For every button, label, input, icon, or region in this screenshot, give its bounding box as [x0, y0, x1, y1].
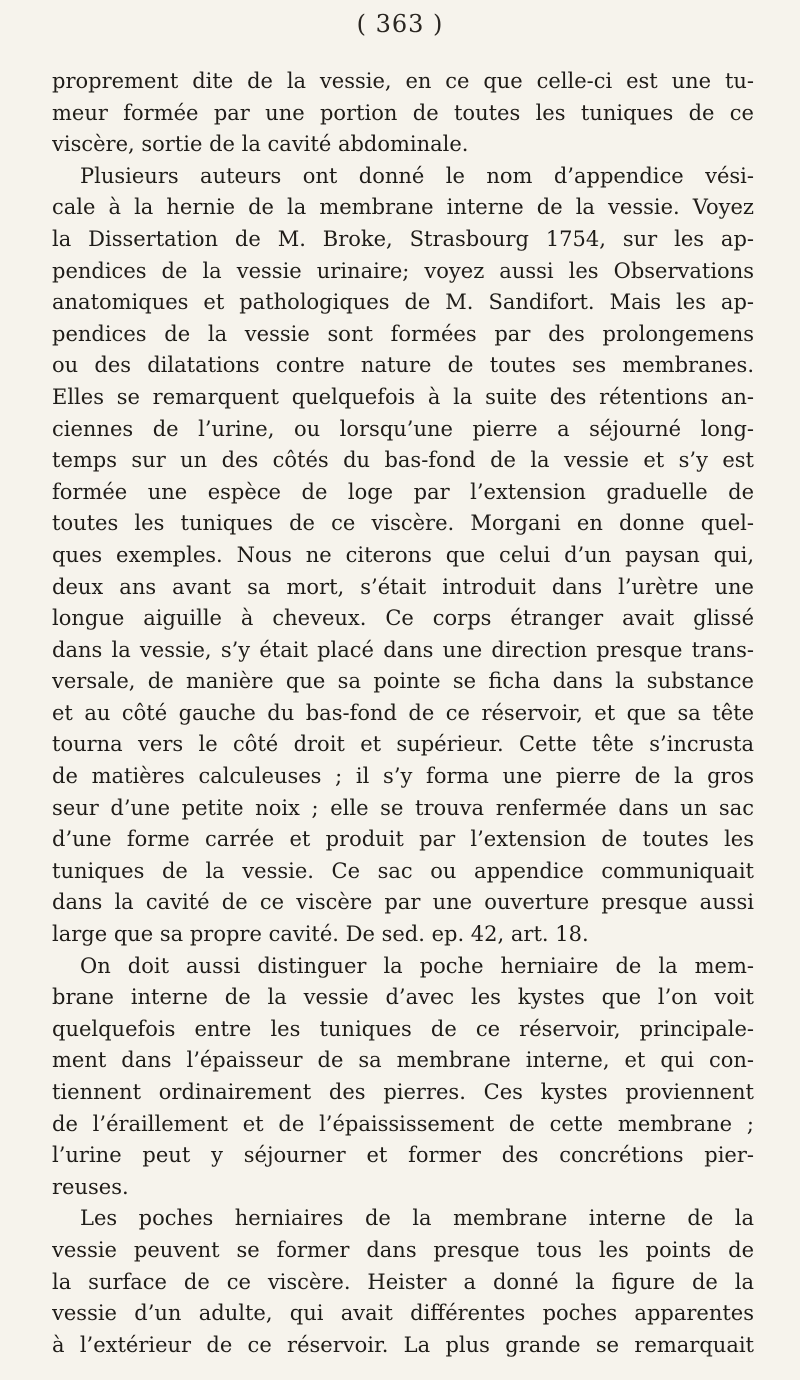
text-line: de matières calculeuses ; il s’y forma une pierre de la gros [52, 764, 754, 789]
text-line: temps sur un des côtés du bas-fond de la vessie et s’y est [52, 448, 754, 473]
text-line: anatomiques et pathologiques de M. Sandifort. Mais les ap- [52, 290, 754, 315]
text-line: tuniques de la vessie. Ce sac ou appendice communiquait [52, 858, 754, 883]
text-line: Les poches herniaires de la membrane interne de la [80, 1206, 754, 1231]
paragraph [52, 66, 754, 161]
text-line: formée une espèce de loge par l’extension graduelle de [52, 479, 754, 504]
text-line: versale, de manière que sa pointe se ficha dans la substance [52, 669, 754, 694]
text-line: cale à la hernie de la membrane interne de la vessie. Voyez [52, 195, 754, 220]
text-line: et au côté gauche du bas-fond de ce réservoir, et que sa tête [52, 700, 754, 725]
text-line: toutes les tuniques de ce viscère. Morgani en donne quel- [52, 511, 754, 536]
text-line: vessie d’un adulte, qui avait différentes poches apparentes [52, 1301, 754, 1326]
text-line: dans la cavité de ce viscère par une ouverture presque aussi [52, 890, 754, 915]
text-line: d’une forme carrée et produit par l’extension de toutes les [52, 827, 754, 852]
text-line: pendices de la vessie urinaire; voyez aussi les Observations [52, 258, 754, 283]
text-line: la surface de ce viscère. Heister a donné la figure de la [52, 1269, 754, 1294]
text-line: deux ans avant sa mort, s’était introduit dans l’urètre une [52, 574, 754, 599]
text-line: reuses. [52, 1174, 129, 1199]
text-line: ciennes de l’urine, ou lorsqu’une pierre a séjourné long- [52, 416, 754, 441]
text-line: à l’extérieur de ce réservoir. La plus grande se remarquait [52, 1332, 754, 1357]
body-text [52, 66, 754, 1361]
text-line: tiennent ordinairement des pierres. Ces kystes proviennent [52, 1080, 754, 1104]
text-line: tourna vers le côté droit et supérieur. Cette tête s’incrusta [52, 732, 754, 757]
text-line: quelquefois entre les tuniques de ce réservoir, principale- [52, 1016, 754, 1041]
text-line: longue aiguille à cheveux. Ce corps étranger avait glissé [52, 606, 754, 631]
text-line: de l’éraillement et de l’épaississement de cette membrane ; [52, 1111, 754, 1136]
text-line: ou des dilatations contre nature de toutes ses membranes. [52, 353, 754, 378]
text-line: large que sa propre cavité. De sed. ep. 42, art. 18. [52, 922, 589, 947]
text-line: dans la vessie, s’y était placé dans une direction presque trans- [52, 637, 754, 662]
text-line: Plusieurs auteurs ont donné le nom d’appendice vési- [80, 163, 754, 188]
text-line: la Dissertation de M. Broke, Strasbourg 1754, sur les ap- [52, 226, 754, 251]
text-line: proprement dite de la vessie, en ce que celle-ci est une tu- [52, 69, 754, 93]
text-line: On doit aussi distinguer la poche herniaire de la mem- [80, 953, 754, 978]
text-line: seur d’une petite noix ; elle se trouva renfermée dans un sac [52, 795, 754, 820]
text-line: viscère, sortie de la cavité abdominale. [52, 132, 469, 157]
text-line: meur formée par une portion de toutes les tuniques de ce [52, 100, 754, 125]
page-number: ( 363 ) [356, 10, 444, 38]
paragraph [52, 1203, 754, 1361]
text-line: ment dans l’épaisseur de sa membrane interne, et qui con- [52, 1048, 754, 1073]
text-line: ques exemples. Nous ne citerons que celui d’un paysan qui, [52, 542, 754, 567]
text-line: Elles se remarquent quelquefois à la suite des rétentions an- [52, 384, 754, 409]
text-line: l’urine peut y séjourner et former des concrétions pier- [52, 1143, 754, 1168]
paragraph [52, 951, 754, 1204]
text-line: brane interne de la vessie d’avec les kystes que l’on voit [52, 985, 754, 1010]
text-line: pendices de la vessie sont formées par des prolongemens [52, 321, 754, 346]
paragraph [52, 161, 754, 951]
text-line: vessie peuvent se former dans presque tous les points de [52, 1237, 754, 1262]
